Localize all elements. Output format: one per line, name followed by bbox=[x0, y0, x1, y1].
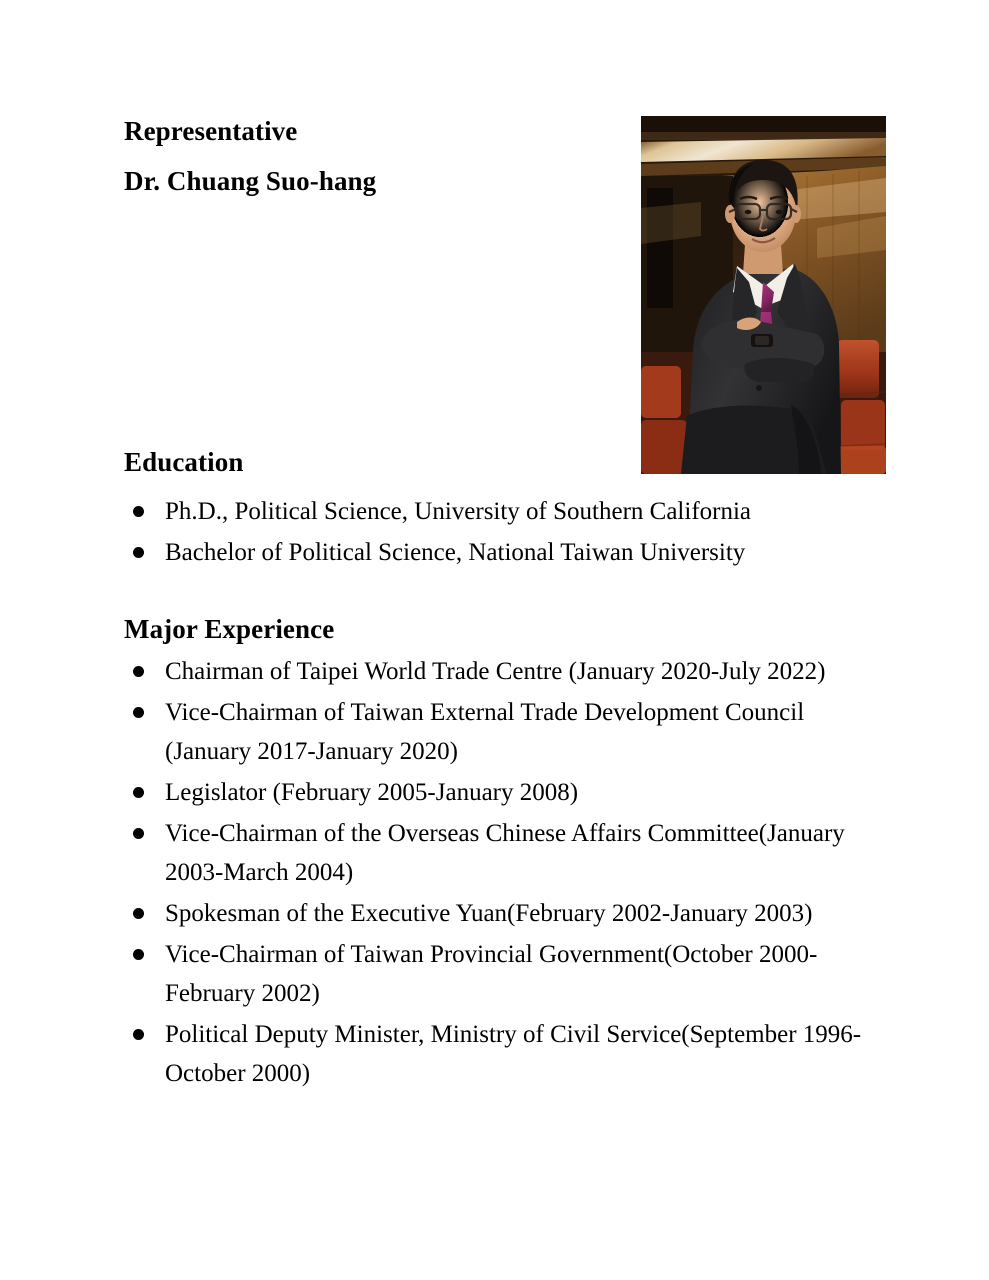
bullet-icon bbox=[133, 506, 144, 517]
list-item bbox=[124, 693, 894, 771]
experience-item-text: Vice-Chairman of Taiwan Provincial Government(October 2000-February 2002) bbox=[165, 941, 818, 1007]
bullet-icon bbox=[133, 547, 144, 558]
experience-item-text: Political Deputy Minister, Ministry of Civil Service(September 1996-October 2000) bbox=[165, 1021, 862, 1087]
portrait-illustration bbox=[641, 116, 886, 474]
experience-item-text: Chairman of Taipei World Trade Centre (January 2020-July 2022) bbox=[165, 658, 826, 685]
education-heading: Education bbox=[124, 447, 244, 477]
list-item bbox=[124, 935, 894, 1013]
representative-portrait-photo bbox=[641, 116, 886, 474]
major-experience-list bbox=[124, 652, 894, 1095]
representative-name: Dr. Chuang Suo-hang bbox=[124, 166, 377, 196]
bullet-icon bbox=[133, 828, 144, 839]
education-item-text: Ph.D., Political Science, University of Southern California bbox=[165, 498, 752, 525]
major-experience-heading: Major Experience bbox=[124, 614, 335, 644]
list-item bbox=[124, 814, 894, 892]
bullet-icon bbox=[133, 908, 144, 919]
bullet-icon bbox=[133, 666, 144, 677]
representative-label: Representative bbox=[124, 116, 298, 146]
list-item bbox=[124, 894, 894, 933]
education-item-text: Bachelor of Political Science, National Taiwan University bbox=[165, 539, 746, 566]
experience-item-text: Vice-Chairman of Taiwan External Trade Development Council (January 2017-January 2020) bbox=[165, 699, 805, 765]
bullet-icon bbox=[133, 707, 144, 718]
bullet-icon bbox=[133, 949, 144, 960]
experience-item-text: Legislator (February 2005-January 2008) bbox=[165, 779, 579, 806]
list-item bbox=[124, 492, 864, 531]
experience-item-text: Spokesman of the Executive Yuan(February 2002-January 2003) bbox=[165, 900, 813, 927]
list-item bbox=[124, 652, 894, 691]
list-item bbox=[124, 533, 864, 572]
list-item bbox=[124, 773, 894, 812]
bullet-icon bbox=[133, 1029, 144, 1040]
list-item bbox=[124, 1015, 894, 1093]
bullet-icon bbox=[133, 787, 144, 798]
experience-item-text: Vice-Chairman of the Overseas Chinese Affairs Committee(January 2003-March 2004) bbox=[165, 820, 845, 886]
education-list bbox=[124, 492, 864, 574]
